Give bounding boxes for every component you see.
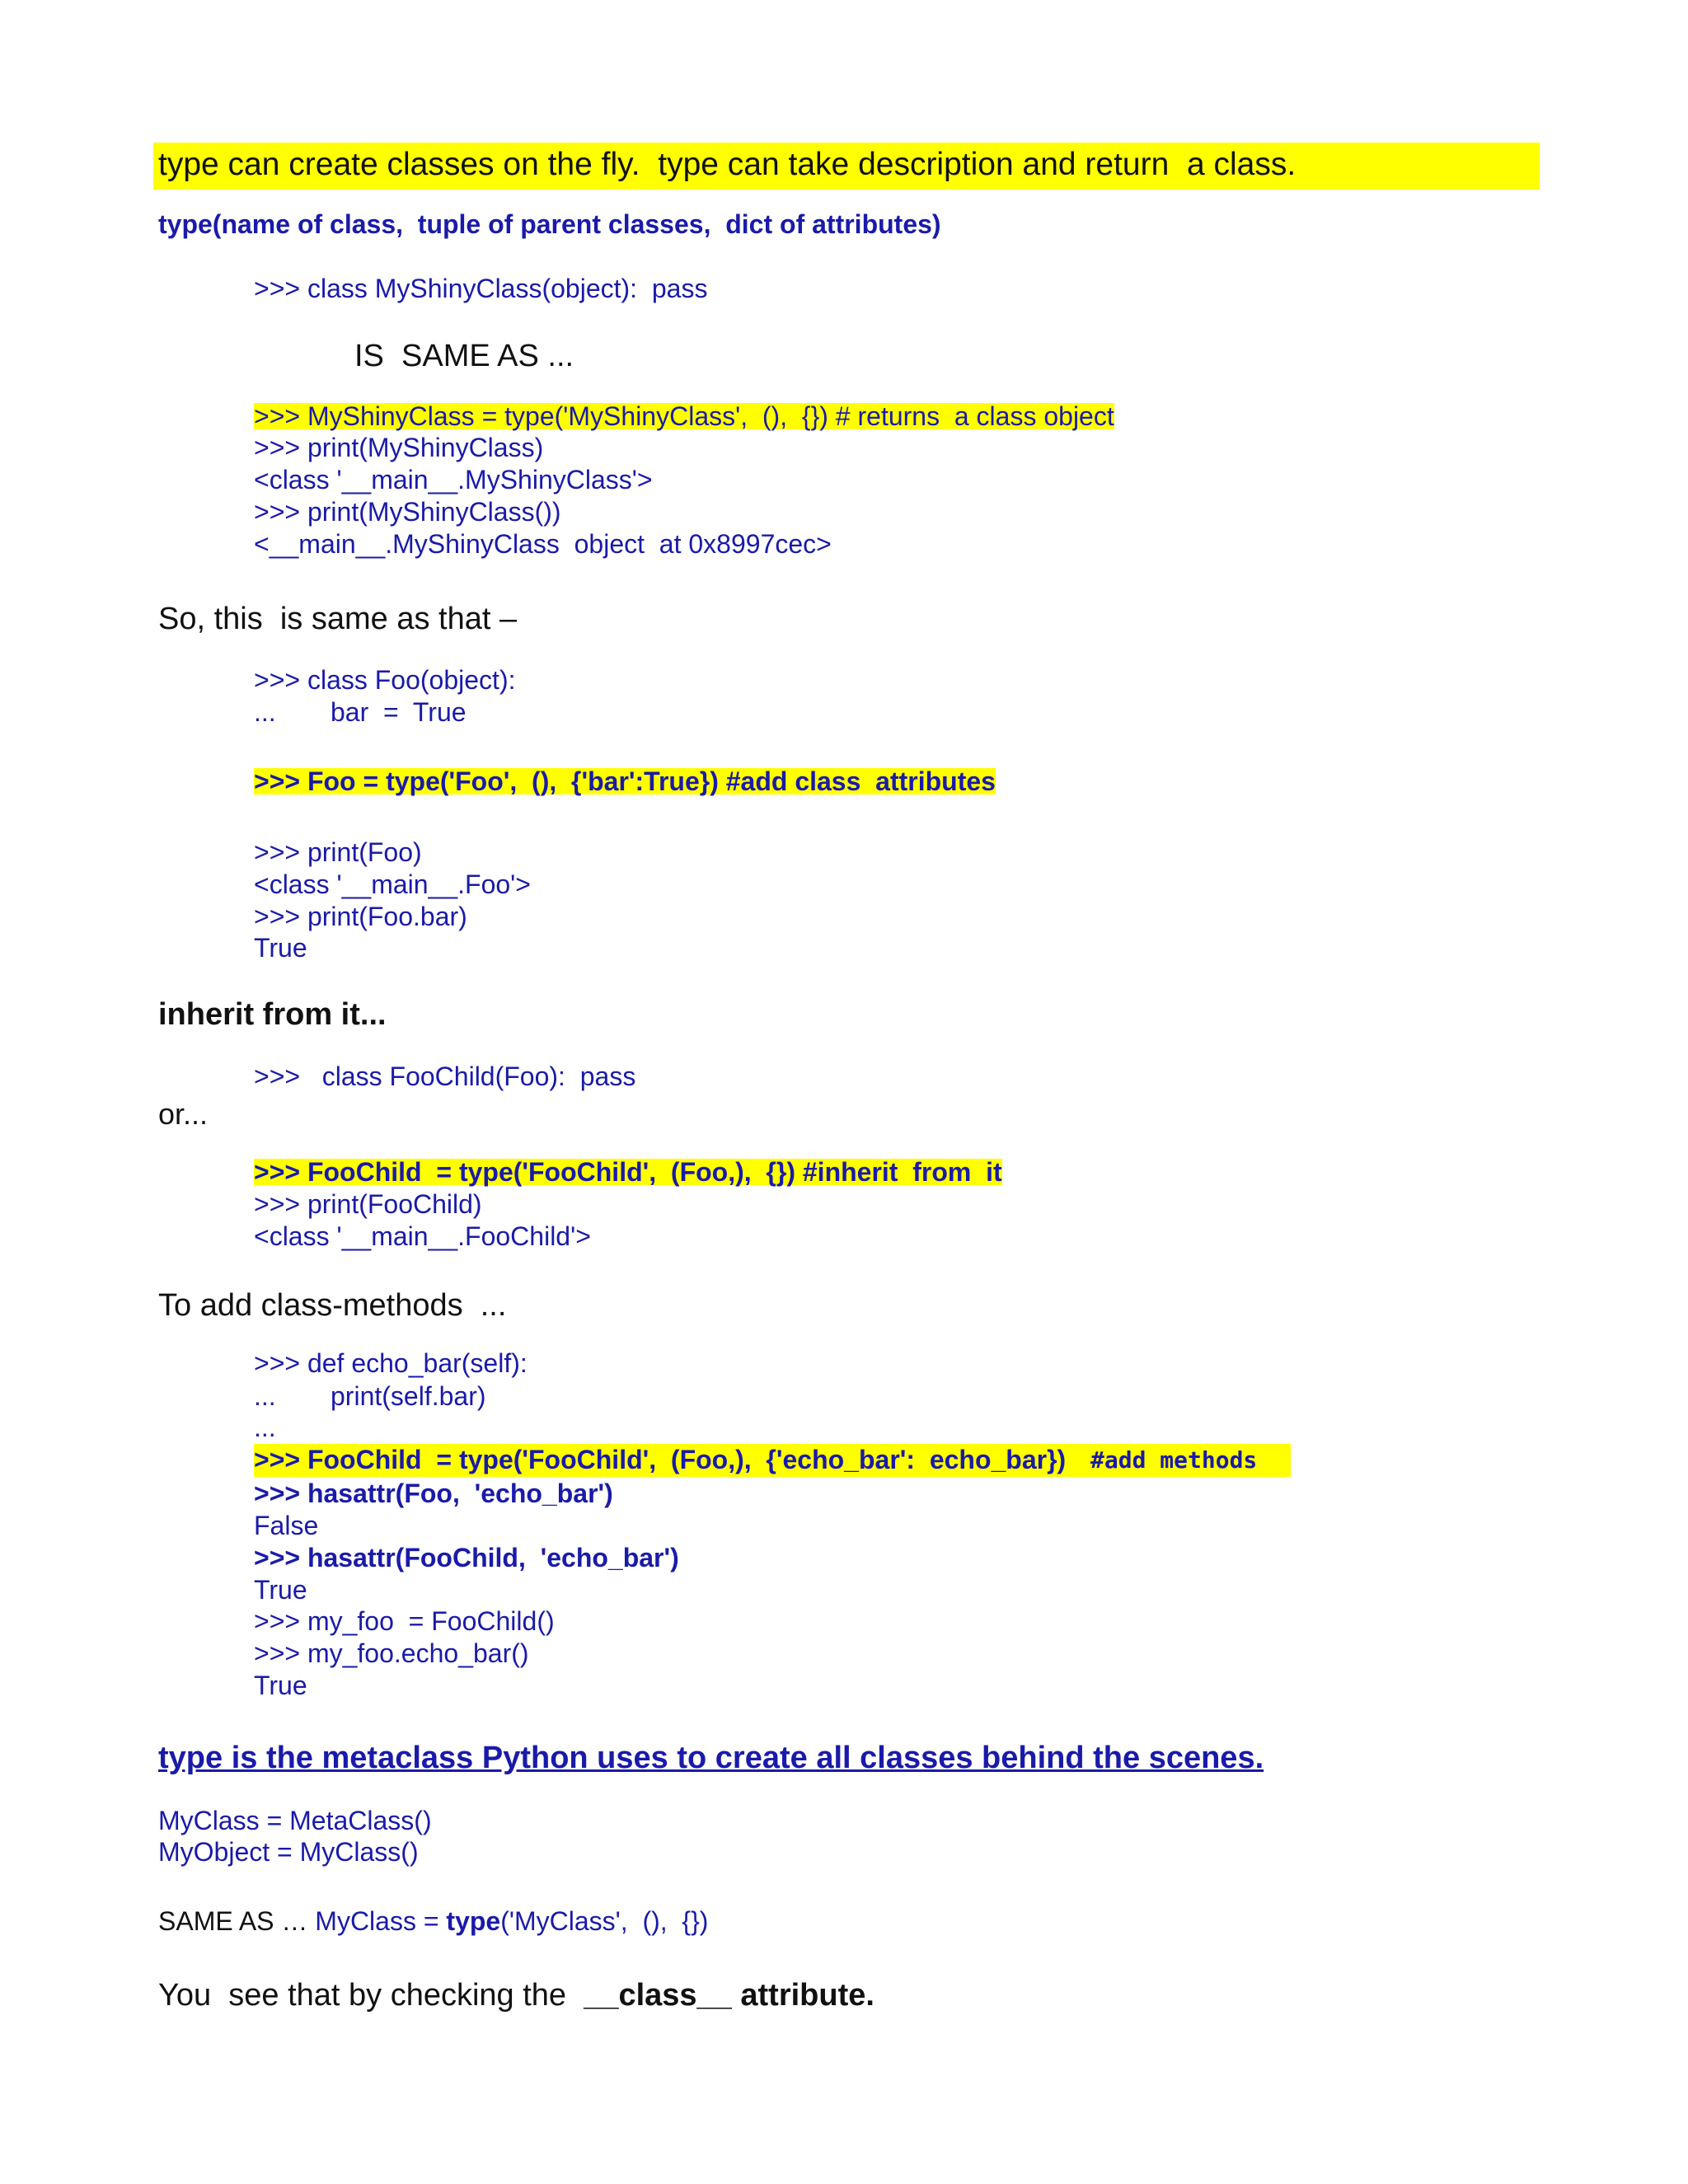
code-line: >>> class FooChild(Foo): pass [254, 1062, 636, 1091]
code-line: >>> print(FooChild) [254, 1189, 482, 1219]
metaclass-heading: type is the metaclass Python uses to create all classes behind the scenes. [158, 1741, 1264, 1775]
code-line-highlighted: >>> FooChild = type('FooChild', (Foo,), {}) #inherit from it [254, 1157, 1002, 1187]
code-line: <class '__main__.Foo'> [254, 869, 531, 899]
code-line: ... [254, 1381, 276, 1411]
code-comment: #add methods [1090, 1446, 1258, 1474]
code-line: >>> print(MyShinyClass()) [254, 497, 561, 527]
code-line: <class '__main__.MyShinyClass'> [254, 465, 653, 494]
code-text: MyClass = [315, 1906, 447, 1936]
code-line-highlighted: >>> Foo = type('Foo', (), {'bar':True}) #add class attributes [254, 766, 996, 796]
same-as-prefix: SAME AS … [158, 1906, 316, 1936]
or-label: or... [158, 1097, 209, 1131]
code-line: True [254, 1671, 307, 1700]
code-line: print(self.bar) [331, 1381, 486, 1411]
type-signature: type(name of class, tuple of parent classes, dict of attributes) [158, 209, 941, 239]
code-line: >>> my_foo.echo_bar() [254, 1638, 529, 1668]
closing-line [158, 1980, 874, 2011]
code-line: bar = True [331, 697, 467, 727]
same-as-label: IS SAME AS ... [354, 339, 574, 373]
code-line: MyObject = MyClass() [158, 1837, 419, 1867]
code-line-highlighted: >>> MyShinyClass = type('MyShinyClass', (), {}) # returns a class object [254, 401, 1114, 431]
code-line: ... [254, 697, 276, 727]
section-heading: So, this is same as that – [158, 602, 518, 636]
closing-text: You see that by checking the [158, 1978, 584, 2013]
code-line: <class '__main__.FooChild'> [254, 1221, 591, 1251]
code-text: >>> FooChild = type('FooChild', (Foo,), {'echo_bar': echo_bar}) [254, 1445, 1067, 1474]
section-heading: To add class-methods ... [158, 1288, 507, 1323]
code-line: >>> print(MyShinyClass) [254, 433, 544, 462]
code-text: ('MyClass', (), {}) [500, 1906, 709, 1936]
code-line: <__main__.MyShinyClass object at 0x8997cec> [254, 529, 832, 559]
code-line: True [254, 933, 307, 963]
section-heading: inherit from it... [158, 997, 387, 1032]
code-line: True [254, 1575, 307, 1605]
code-line: >>> print(Foo) [254, 837, 422, 867]
code-line: >>> class Foo(object): [254, 665, 516, 695]
code-line: ... [254, 1413, 276, 1442]
code-line-highlighted [254, 1444, 1291, 1477]
code-line: >>> print(Foo.bar) [254, 902, 467, 931]
code-line: MyClass = MetaClass() [158, 1806, 432, 1835]
code-line: >>> hasattr(FooChild, 'echo_bar') [254, 1543, 679, 1572]
same-as-line [158, 1908, 708, 1934]
class-attribute: __class__ attribute. [584, 1978, 874, 2013]
code-line: >>> def echo_bar(self): [254, 1348, 528, 1378]
code-line: False [254, 1511, 319, 1540]
code-keyword: type [446, 1906, 501, 1936]
code-line: >>> hasattr(Foo, 'echo_bar') [254, 1479, 613, 1508]
code-line: >>> my_foo = FooChild() [254, 1606, 555, 1636]
headline: type can create classes on the fly. type can take description and return a class. [158, 147, 1296, 182]
code-line: >>> class MyShinyClass(object): pass [254, 274, 708, 303]
